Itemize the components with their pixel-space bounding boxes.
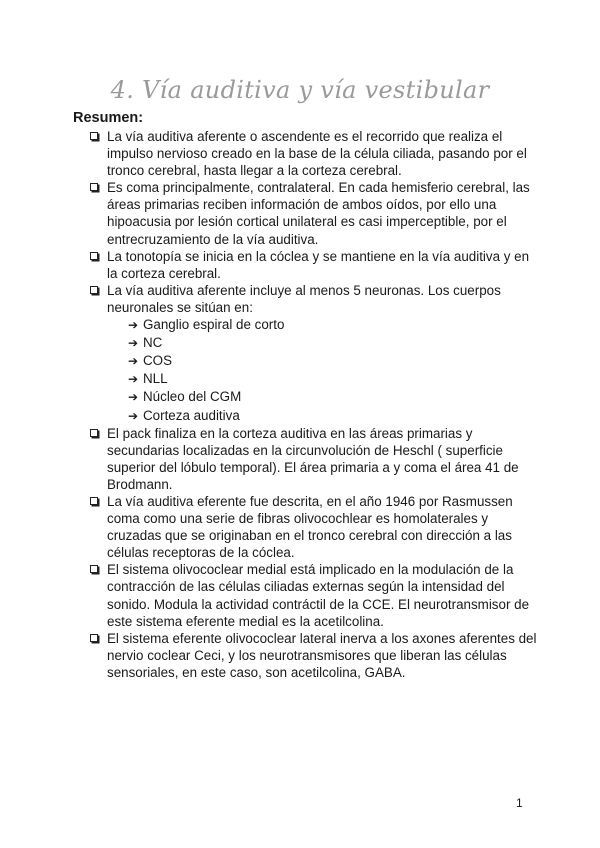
sub-item-text: NLL [143, 371, 168, 387]
sub-list-item [128, 388, 543, 406]
checkbox-bullet-icon [90, 497, 98, 505]
arrow-icon: ➔ [128, 390, 139, 405]
list-item [73, 630, 543, 681]
list-item [73, 248, 543, 282]
list-item [73, 282, 543, 425]
checkbox-bullet-icon [90, 132, 98, 140]
sub-list-item [128, 316, 543, 334]
sub-list-item [128, 407, 543, 425]
bullet-text: Es coma principalmente, contralateral. En cada hemisferio cerebral, las áreas primarias reciben información de ambos oídos, por ello una hipoacusia por lesión cortical unilateral es casi imperceptible, por el entrecruzamiento de la vía auditiva. [107, 180, 530, 247]
checkbox-bullet-icon [90, 183, 98, 191]
bullet-text: El sistema eferente olivococlear lateral inerva a los axones aferentes del nervio coclear Ceci, y los neurotransmisores que liberan las células sensoriales, en este caso, son acetilcolina, GABA. [107, 630, 537, 680]
list-item [73, 425, 543, 493]
arrow-icon: ➔ [128, 372, 139, 387]
sub-item-text: COS [143, 353, 173, 369]
list-item [73, 179, 543, 247]
checkbox-bullet-icon [90, 252, 98, 260]
checkbox-bullet-icon [90, 565, 98, 573]
sub-list-item [128, 370, 543, 388]
sub-list-item [128, 352, 543, 370]
sub-item-text: Núcleo del CGM [143, 389, 242, 405]
bullet-text: La vía auditiva aferente incluye al menos 5 neuronas. Los cuerpos neuronales se sitúan en: [107, 282, 501, 315]
list-item [73, 128, 543, 179]
arrow-icon: ➔ [128, 318, 139, 333]
bullet-list [73, 128, 543, 681]
bullet-text: El pack finaliza en la corteza auditiva en las áreas primarias y secundarias localizadas en la circunvolución de Heschl ( superficie superior del lóbulo temporal). El área primaria a y coma el área 41 de Brodmann. [107, 425, 519, 492]
summary-label: Resumen: [73, 110, 144, 126]
bullet-text: La vía auditiva aferente o ascendente es el recorrido que realiza el impulso nervioso creado en la base de la célula ciliada, pasando por el tronco cerebral, hasta llegar a la corteza cerebral. [107, 129, 527, 179]
neuron-sublist [107, 316, 543, 425]
checkbox-bullet-icon [90, 634, 98, 642]
sub-item-text: Ganglio espiral de corto [143, 317, 285, 333]
page-number: 1 [516, 796, 523, 810]
arrow-icon: ➔ [128, 336, 139, 351]
summary-section [73, 110, 543, 681]
list-item [73, 493, 543, 561]
arrow-icon: ➔ [128, 408, 139, 423]
arrow-icon: ➔ [128, 354, 139, 369]
bullet-text: La vía auditiva eferente fue descrita, en el año 1946 por Rasmussen coma como una serie de fibras olivocochlear es homolaterales y cruzadas que se originaban en el tronco cerebral con dirección a las células receptoras de la cóclea. [107, 493, 513, 561]
sub-list-item [128, 334, 543, 352]
checkbox-bullet-icon [90, 429, 98, 437]
sub-item-text: NC [143, 335, 163, 351]
list-item [73, 561, 543, 629]
page-title: 4. Vía auditiva y vía vestibular [110, 76, 490, 104]
bullet-text: La tonotopía se inicia en la cóclea y se mantiene en la vía auditiva y en la corteza cerebral. [107, 248, 530, 281]
bullet-text: El sistema olivococlear medial está implicado en la modulación de la contracción de las células ciliadas externas según la intensidad del sonido. Modula la actividad contráctil de la CCE. El neurotransmisor de este sistema eferente medial es la acetilcolina. [107, 562, 530, 629]
checkbox-bullet-icon [90, 286, 98, 294]
sub-item-text: Corteza auditiva [143, 407, 240, 423]
